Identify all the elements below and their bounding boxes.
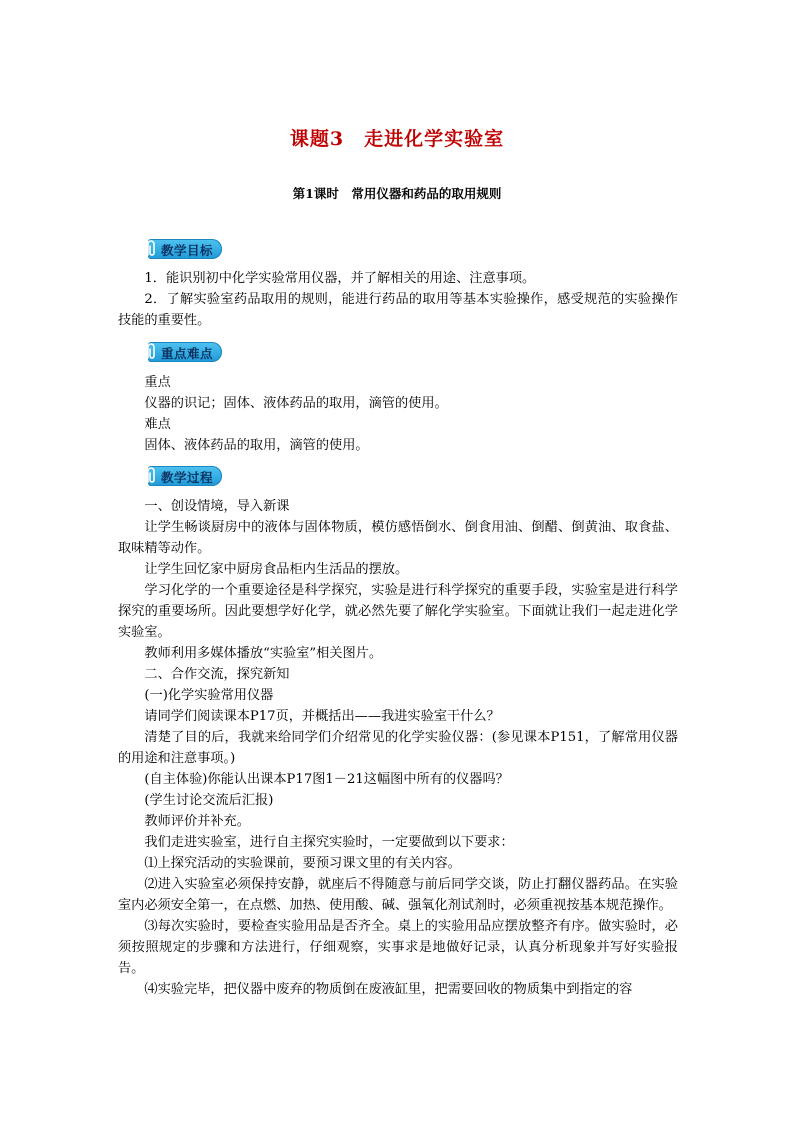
keypoint-text: 仪器的识记；固体、液体药品的取用，滴管的使用。 <box>144 396 448 411</box>
goal-item: 2．了解实验室药品取用的规则，能进行药品的取用等基本实验操作，感受规范的实验操作技能的重要性。 <box>118 292 678 328</box>
process-paragraph: ⑵进入实验室必须保持安静，就座后不得随意与前后同学交谈，防止打翻仪器药品。在实验室内必须安全第一，在点燃、加热、使用酸、碱、强氧化剂试剂时，必须重视按基本规范操作。 <box>118 877 678 913</box>
process-body <box>118 496 678 1000</box>
section-badge-label: 教学目标 <box>161 243 214 258</box>
process-paragraph: 清楚了目的后，我就来给同学们介绍常见的化学实验仪器：(参见课本P151，了解常用仪器的用途和注意事项。) <box>118 730 678 766</box>
process-paragraph: 让学生畅谈厨房中的液体与固体物质，模仿感悟倒水、倒食用油、倒醋、倒黄油、取食盐、取味精等动作。 <box>118 520 678 556</box>
process-paragraph: ⑷实验完毕，把仪器中废弃的物质倒在废液缸里，把需要回收的物质集中到指定的容 <box>144 982 633 997</box>
keypoint-heading: 重点 <box>144 375 171 390</box>
process-paragraph: (学生讨论交流后汇报) <box>144 793 274 808</box>
goals-list <box>118 268 678 331</box>
process-paragraph: 教师评价并补充。 <box>144 814 250 829</box>
process-paragraph: 学习化学的一个重要途径是科学探究，实验是进行科学探究的重要手段，实验室是进行科学探究的重要场所。因此要想学好化学，就必然先要了解化学实验室。下面就让我们一起走进化学实验室。 <box>118 583 678 640</box>
paperclip-icon <box>144 467 158 484</box>
process-paragraph: 一、创设情境，导入新课 <box>144 499 290 514</box>
section-badge-process <box>148 466 222 486</box>
paperclip-icon <box>144 240 158 257</box>
section-badge-keypoints <box>148 342 222 362</box>
process-paragraph: (一)化学实验常用仪器 <box>144 688 274 703</box>
keypoints-block <box>118 372 678 456</box>
process-paragraph: 让学生回忆家中厨房食品柜内生活品的摆放。 <box>144 562 409 577</box>
keypoint-text: 固体、液体药品的取用，滴管的使用。 <box>144 438 369 453</box>
process-paragraph: (自主体验)你能认出课本P17图1－21这幅图中所有的仪器吗？ <box>144 772 509 787</box>
process-paragraph: ⑴上探究活动的实验课前，要预习课文里的有关内容。 <box>144 856 461 871</box>
section-badge-label: 教学过程 <box>161 470 214 485</box>
process-paragraph: 二、合作交流，探究新知 <box>144 667 290 682</box>
process-paragraph: 请同学们阅读课本P17页，并概括出——我进实验室干什么？ <box>144 709 500 724</box>
keypoint-heading: 难点 <box>144 417 171 432</box>
process-paragraph: 教师利用多媒体播放“实验室”相关图片。 <box>144 646 383 661</box>
section-badge-label: 重点难点 <box>161 346 214 361</box>
section-badge-goals <box>148 239 222 259</box>
page-title: 课题3 走进化学实验室 <box>289 128 505 150</box>
goal-item: 1．能识别初中化学实验常用仪器，并了解相关的用途、注意事项。 <box>144 271 536 286</box>
lesson-subtitle: 第1课时 常用仪器和药品的取用规则 <box>292 186 502 201</box>
process-paragraph: ⑶每次实验时，要检查实验用品是否齐全。桌上的实验用品应摆放整齐有序。做实验时，必须按照规定的步骤和方法进行，仔细观察，实事求是地做好记录，认真分析现象并写好实验报告。 <box>118 919 678 976</box>
process-paragraph: 我们走进实验室，进行自主探究实验时，一定要做到以下要求： <box>144 835 514 850</box>
paperclip-icon <box>144 343 158 360</box>
